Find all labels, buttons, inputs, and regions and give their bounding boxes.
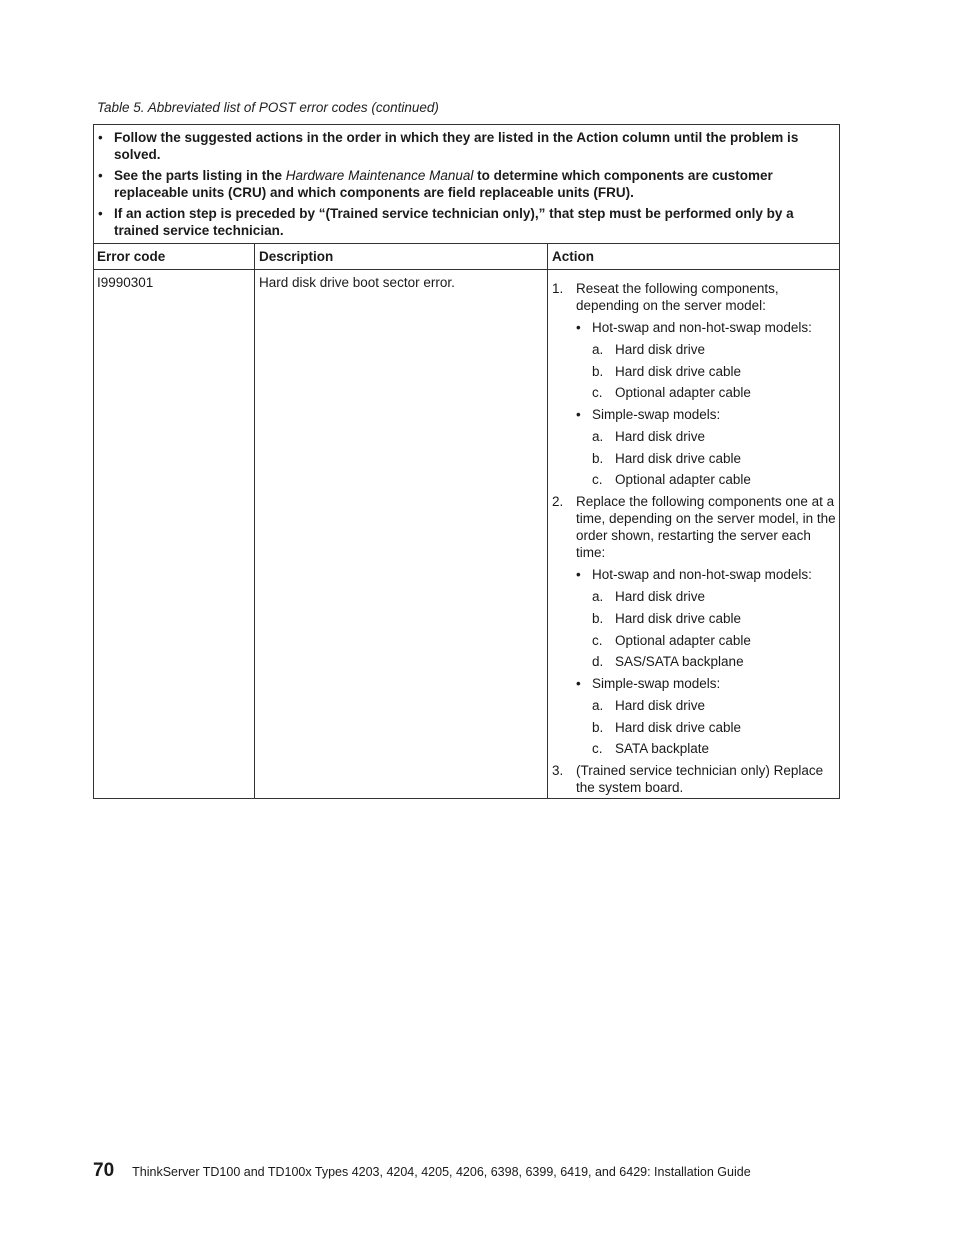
item-marker: c. (592, 472, 603, 488)
component-item (592, 719, 837, 736)
action-step (552, 762, 837, 796)
component-item (592, 632, 837, 649)
component-name: Hard disk drive (615, 697, 706, 713)
header-error-code: Error code (94, 244, 255, 269)
header-description: Description (255, 244, 548, 269)
component-item (592, 653, 837, 670)
bullet-icon: • (576, 320, 581, 335)
post-error-table (93, 124, 840, 799)
component-name: Hard disk drive cable (615, 450, 742, 466)
note-text (114, 167, 833, 201)
component-item (592, 471, 837, 488)
model-group-label: Simple-swap models: (592, 407, 721, 423)
component-item (592, 428, 837, 445)
table-header-row (94, 244, 839, 270)
step-text: (Trained service technician only) Replace the system board. (576, 762, 824, 795)
page-footer (93, 1160, 751, 1182)
note-text: If an action step is preceded by “(Trained service technician only),” that step must be performed only by a trained service technician. (114, 206, 794, 238)
description-cell: Hard disk drive boot sector error. (255, 270, 548, 798)
component-item (592, 363, 837, 380)
component-item (592, 697, 837, 714)
header-action: Action (552, 249, 594, 264)
bullet-icon: • (98, 168, 103, 183)
item-marker: a. (592, 697, 604, 713)
manual-title: Hardware Maintenance Manual (285, 168, 474, 183)
table-row (94, 270, 839, 798)
item-marker: a. (592, 589, 604, 605)
component-name: Hard disk drive cable (615, 719, 742, 735)
component-name: SAS/SATA backplane (615, 654, 744, 670)
item-marker: b. (592, 719, 604, 735)
component-name: SATA backplate (615, 741, 710, 757)
bullet-icon: • (576, 567, 581, 583)
item-marker: c. (592, 385, 603, 401)
action-step (552, 280, 837, 314)
component-item (592, 610, 837, 627)
action-step (552, 493, 837, 561)
model-group (576, 406, 837, 423)
model-group (576, 319, 837, 336)
table-caption: Table 5. Abbreviated list of POST error codes (continued) (97, 100, 439, 115)
step-number: 3. (552, 762, 564, 778)
footer-title: ThinkServer TD100 and TD100x Types 4203, 4204, 4205, 4206, 6398, 6399, 6419, and 6429: Installation Guide (132, 1165, 751, 1179)
model-group-label: Hot-swap and non-hot-swap models: (592, 567, 812, 583)
component-name: Hard disk drive cable (615, 610, 742, 626)
error-code-cell: I9990301 (94, 270, 255, 798)
model-group (576, 566, 837, 583)
component-name: Optional adapter cable (615, 632, 751, 648)
component-name: Hard disk drive (615, 342, 706, 357)
component-item (592, 450, 837, 467)
component-name: Hard disk drive (615, 429, 706, 445)
step-text: Replace the following components one at a time, depending on the server model, in the order shown, restarting the server each time: (576, 494, 836, 561)
model-group-label: Simple-swap models: (592, 675, 721, 691)
item-marker: b. (592, 450, 604, 466)
item-marker: b. (592, 610, 604, 626)
step-text: Reseat the following components, depending on the server model: (576, 281, 779, 313)
component-item (592, 384, 837, 401)
model-group-label: Hot-swap and non-hot-swap models: (592, 320, 812, 335)
component-name: Optional adapter cable (615, 385, 751, 401)
item-marker: a. (592, 342, 604, 357)
action-cell (548, 270, 839, 798)
component-name: Optional adapter cable (615, 472, 751, 488)
table-notes (94, 125, 839, 244)
step-number: 2. (552, 494, 564, 510)
component-name: Hard disk drive (615, 589, 706, 605)
note-item (97, 167, 833, 201)
item-marker: a. (592, 429, 604, 445)
note-text-post: to determine which components are customer replaceable units (CRU) and which components are field replaceable units (FRU). (114, 168, 773, 200)
bullet-icon: • (576, 407, 581, 423)
item-marker: c. (592, 741, 603, 757)
note-text-pre: See the parts listing in the (114, 168, 286, 183)
model-group (576, 675, 837, 692)
page-number: 70 (93, 1160, 115, 1181)
component-item (592, 740, 837, 757)
component-item (592, 341, 837, 358)
item-marker: d. (592, 654, 604, 670)
step-number: 1. (552, 281, 564, 296)
bullet-icon: • (98, 206, 103, 221)
note-item (97, 205, 833, 239)
item-marker: c. (592, 632, 603, 648)
component-item (592, 588, 837, 605)
item-marker: b. (592, 363, 604, 379)
bullet-icon: • (98, 130, 103, 145)
note-text: Follow the suggested actions in the order in which they are listed in the Action column until the problem is solved. (114, 130, 799, 162)
component-name: Hard disk drive cable (615, 363, 742, 379)
note-item (97, 129, 833, 163)
bullet-icon: • (576, 675, 581, 691)
